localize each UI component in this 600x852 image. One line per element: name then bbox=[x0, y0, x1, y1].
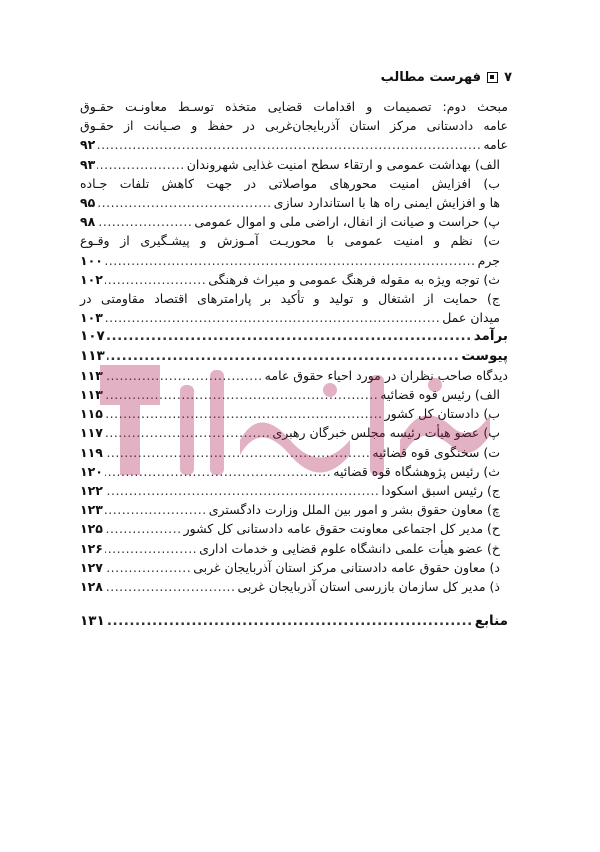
toc-page-number: ۱۱۳ bbox=[80, 367, 103, 383]
toc-page-number: ۱۲۰ bbox=[80, 463, 103, 479]
dot-leader bbox=[97, 135, 481, 154]
toc-section-row[interactable] bbox=[80, 612, 508, 631]
dot-leader bbox=[105, 577, 236, 596]
toc-entry-title: ح) مدیر کل اجتماعی معاونت حقوق عامه دادستانی کل کشور bbox=[183, 521, 500, 537]
toc-page-number: ۹۵ bbox=[80, 195, 96, 211]
toc-entry-title: ث) رئیس پژوهشگاه قوه قضائیه bbox=[333, 463, 500, 479]
page-number: ۷ bbox=[504, 70, 512, 85]
dot-leader bbox=[107, 612, 473, 631]
dot-leader bbox=[105, 500, 207, 519]
toc-entry-row[interactable] bbox=[80, 539, 508, 558]
toc-page-number: ۱۲۳ bbox=[80, 502, 103, 518]
toc-page-number: ۹۸ bbox=[80, 214, 96, 230]
toc-entry-row[interactable] bbox=[80, 270, 508, 289]
toc-entry-row[interactable] bbox=[80, 193, 508, 212]
dot-leader bbox=[105, 308, 440, 327]
toc-entry-title: ها و افزایش ایمنی راه ها با استاندارد سازی bbox=[273, 195, 500, 211]
square-ornament-icon bbox=[487, 72, 498, 83]
toc-entry-title: دیدگاه صاحب نظران در مورد احیاء حقوق عامه bbox=[264, 367, 508, 383]
toc-entry-title: پ) عضو هیأت رئیسه مجلس خبرگان رهبری bbox=[272, 425, 500, 441]
toc-entry-title: د) معاون حقوق عامه دادستانی مرکز استان آذربایجان غربی bbox=[193, 559, 500, 575]
toc-page-number: ۱۱۳ bbox=[80, 347, 105, 364]
page-title: فهرست مطالب bbox=[380, 70, 482, 85]
toc-page-number: ۱۰۲ bbox=[80, 271, 103, 287]
toc-entry-title: پ) حراست و صیانت از انفال، اراضی ملی و اموال عمومی bbox=[194, 214, 500, 230]
toc-entry-row[interactable] bbox=[80, 443, 508, 462]
toc-entry-row[interactable] bbox=[80, 462, 508, 481]
toc-entry-title: خ) عضو هیأت علمی دانشگاه علوم قضایی و خدمات اداری bbox=[199, 540, 500, 556]
toc-page-number: ۱۰۰ bbox=[80, 252, 103, 268]
toc-page-number: ۹۳ bbox=[80, 156, 96, 172]
toc-entry-row[interactable] bbox=[80, 385, 508, 404]
dot-leader bbox=[105, 481, 380, 500]
toc-text-line: ب) افزایش امنیت محورهای مواصلاتی در جهت کاهش تلفات جـاده bbox=[80, 175, 500, 191]
toc-text-line: ت) نظم و امنیت عمومی با محوریـت آمـوزش و پیشـگیری از وقـوع bbox=[80, 233, 500, 249]
toc-page-number: ۱۲۷ bbox=[80, 559, 103, 575]
toc-entry-title: برآمد bbox=[473, 328, 508, 345]
toc-section-row[interactable] bbox=[80, 347, 508, 366]
dot-leader bbox=[107, 347, 460, 366]
toc-section-row[interactable] bbox=[80, 327, 508, 346]
toc-page-number: ۱۱۵ bbox=[80, 406, 103, 422]
toc-entry-row[interactable] bbox=[80, 558, 508, 577]
toc-entry-title: ج) رئیس اسبق اسکودا bbox=[381, 483, 500, 499]
dot-leader bbox=[105, 519, 182, 538]
toc-entry-row[interactable] bbox=[80, 135, 508, 154]
dot-leader bbox=[105, 366, 263, 385]
dot-leader bbox=[105, 270, 206, 289]
dot-leader bbox=[105, 462, 331, 481]
toc-page-number: ۱۳۱ bbox=[80, 613, 105, 630]
dot-leader bbox=[105, 404, 383, 423]
toc-entry-row[interactable] bbox=[80, 155, 508, 174]
dot-leader bbox=[105, 443, 371, 462]
dot-leader bbox=[105, 423, 271, 442]
toc-entry-row[interactable] bbox=[80, 366, 508, 385]
toc-page-number: ۱۰۷ bbox=[80, 328, 105, 345]
toc-entry-title: عامه bbox=[483, 137, 508, 153]
toc-entry-row[interactable] bbox=[80, 423, 508, 442]
toc-entry-row[interactable] bbox=[80, 481, 508, 500]
dot-leader bbox=[107, 327, 472, 346]
toc-entry-title: منابع bbox=[474, 613, 508, 630]
toc-entry-row[interactable] bbox=[80, 308, 508, 327]
toc-page-number: ۹۲ bbox=[80, 137, 96, 153]
table-of-contents bbox=[80, 97, 508, 631]
toc-page-number: ۱۱۹ bbox=[80, 444, 103, 460]
toc-page-number: ۱۱۳ bbox=[80, 387, 103, 403]
toc-page-number: ۱۲۶ bbox=[80, 540, 103, 556]
dot-leader bbox=[105, 385, 378, 404]
toc-entry-title: پیوست bbox=[461, 347, 508, 364]
dot-leader bbox=[97, 155, 184, 174]
toc-entry-title: ذ) مدیر کل سازمان بازرسی استان آذربایجان غربی bbox=[237, 579, 500, 595]
toc-entry-row[interactable] bbox=[80, 251, 508, 270]
toc-entry-row[interactable] bbox=[80, 577, 508, 596]
toc-entry-title: ت) سخنگوی قوه قضائیه bbox=[372, 444, 500, 460]
toc-entry-row[interactable] bbox=[80, 212, 508, 231]
dot-leader bbox=[97, 212, 192, 231]
toc-entry-row[interactable] bbox=[80, 404, 508, 423]
dot-leader bbox=[97, 193, 271, 212]
toc-entry-row[interactable] bbox=[80, 500, 508, 519]
toc-page-number: ۱۲۵ bbox=[80, 521, 103, 537]
toc-page-number: ۱۲۸ bbox=[80, 579, 103, 595]
toc-page-number: ۱۲۲ bbox=[80, 483, 103, 499]
dot-leader bbox=[105, 539, 197, 558]
toc-entry-title: الف) رئیس قوه قضائیه bbox=[380, 387, 500, 403]
toc-page-number: ۱۱۷ bbox=[80, 425, 103, 441]
toc-entry-title: الف) بهداشت عمومی و ارتقاء سطح امنیت غذایی شهروندان bbox=[186, 156, 500, 172]
toc-text-line: عامه دادستانی مرکز استان آذربایجان‌غربی در حفظ و صـیانت از حقـوق bbox=[80, 118, 508, 134]
toc-entry-title: میدان عمل bbox=[442, 310, 500, 326]
toc-spacer bbox=[80, 596, 508, 612]
dot-leader bbox=[105, 251, 476, 270]
toc-entry-row[interactable] bbox=[80, 519, 508, 538]
toc-text-line: ج) حمایت از اشتغال و تولید و تأکید بر پارامترهای اقتصاد مقاومتی در bbox=[80, 291, 500, 307]
page-header bbox=[381, 70, 512, 85]
dot-leader bbox=[105, 558, 191, 577]
toc-entry-title: ث) توجه ویژه به مقوله فرهنگ عمومی و میراث فرهنگی bbox=[208, 271, 500, 287]
toc-entry-title: ب) دادستان کل کشور bbox=[384, 406, 500, 422]
toc-text-line: مبحث دوم: تصمیمات و اقدامات قضایی متخذه توسـط معاونـت حقـوق bbox=[80, 99, 508, 114]
toc-entry-title: جرم bbox=[477, 252, 500, 268]
toc-entry-title: چ) معاون حقوق بشر و امور بین الملل وزارت دادگستری bbox=[208, 502, 500, 518]
toc-page-number: ۱۰۳ bbox=[80, 310, 103, 326]
